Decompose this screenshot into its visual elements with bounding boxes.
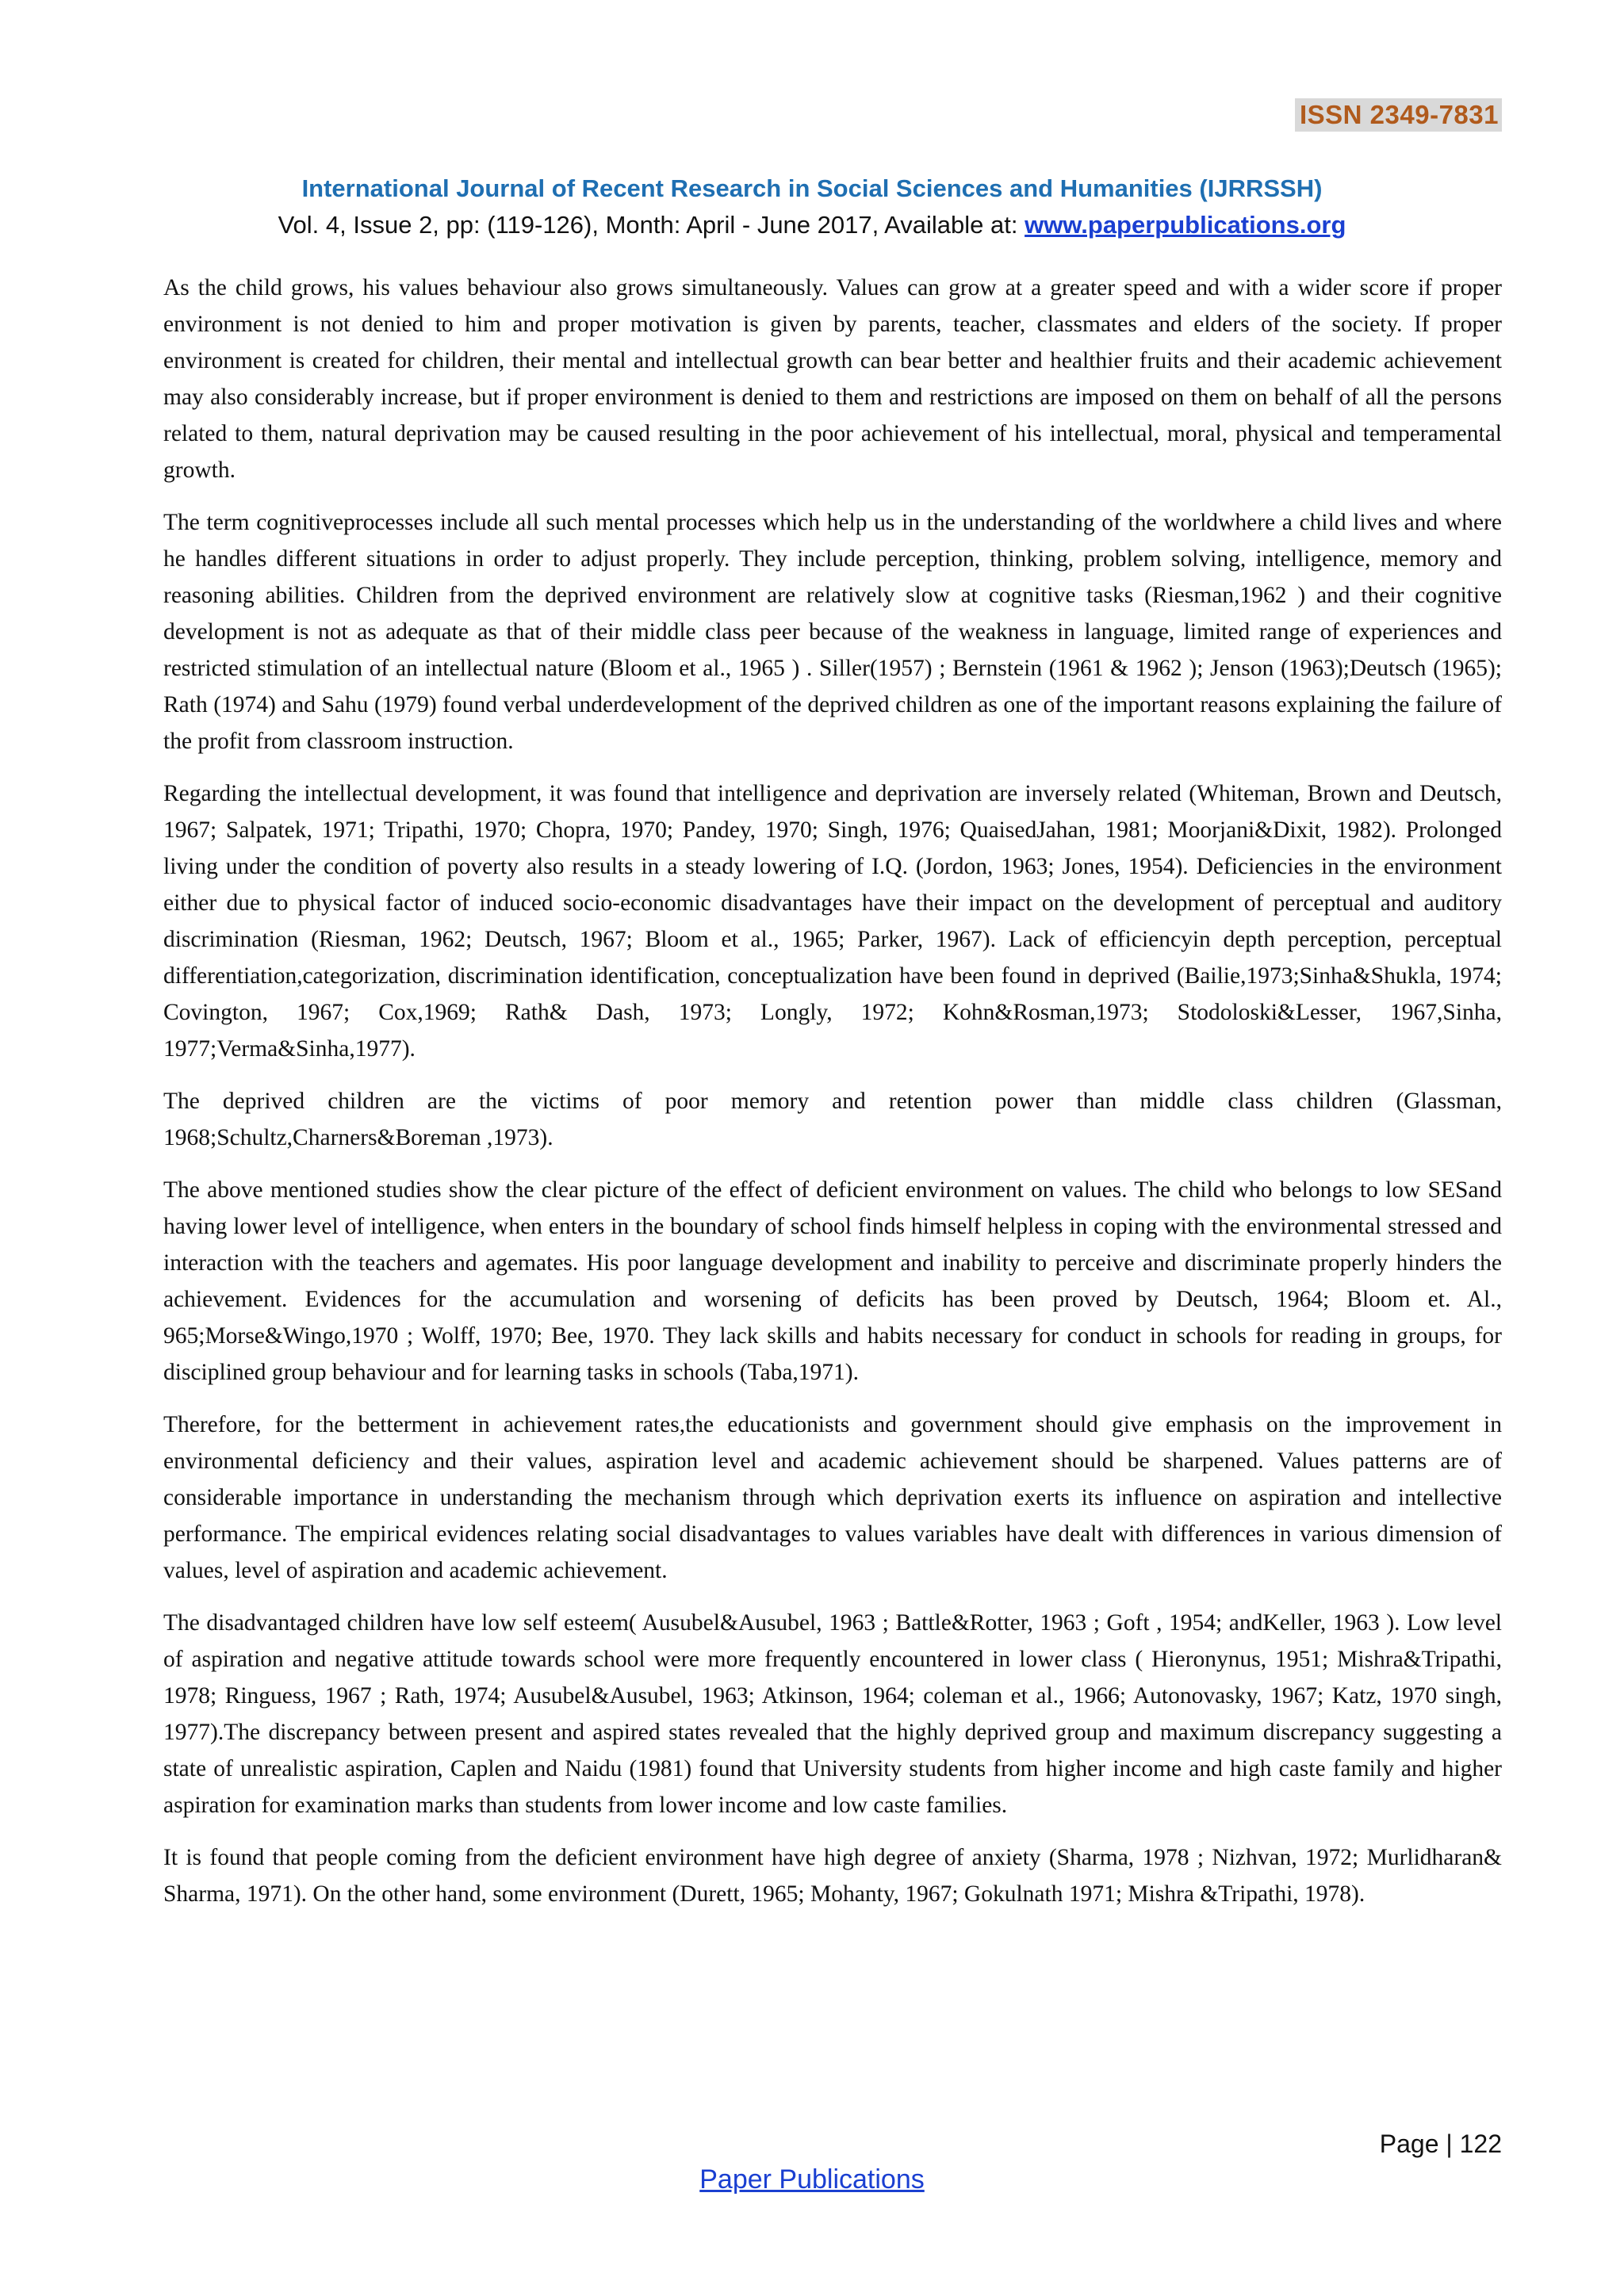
- journal-title: International Journal of Recent Research in Social Sciences and Humanities (IJRRSSH): [301, 174, 1323, 202]
- paragraph: The term cognitiveprocesses include all such mental processes which help us in the understanding of the worldwhere a child lives and where he handles different situations in order to adjust properly. They include perception, thinking, problem solving, intelligence, memory and reasoning abilities. Children from the deprived environment are relatively slow at cognitive tasks (Riesman,1962 ) and their cognitive development is not as adequate as that of their middle class peer because of the weakness in language, limited range of experiences and restricted stimulation of an intellectual nature (Bloom et al., 1965 ) . Siller(1957) ; Bernstein (1961 & 1962 ); Jenson (1963);Deutsch (1965); Rath (1974) and Sahu (1979) found verbal underdevelopment of the deprived children as one of the important reasons explaining the failure of the profit from classroom instruction.: [163, 510, 1502, 754]
- website-link[interactable]: www.paperpublications.org: [1025, 211, 1346, 239]
- paragraph: The above mentioned studies show the clear picture of the effect of deficient environment on values. The child who belongs to low SESand having lower level of intelligence, when enters in the boundary of school finds himself helpless in coping with the environmental stressed and interaction with the teachers and agemates. His poor language development and inability to perceive and discriminate properly hinders the achievement. Evidences for the accumulation and worsening of deficits has been proved by Deutsch, 1964; Bloom et. Al., 965;Morse&Wingo,1970 ; Wolff, 1970; Bee, 1970. They lack skills and habits necessary for conduct in schools for reading in groups, for disciplined group behaviour and for learning tasks in schools (Taba,1971).: [163, 1177, 1502, 1385]
- article-body: [163, 270, 1502, 1928]
- journal-volume-info: [0, 211, 1624, 239]
- paragraph: As the child grows, his values behaviour also grows simultaneously. Values can grow at a greater speed and with a wider score if proper environment is not denied to him and proper motivation is given by parents, teacher, classmates and elders of the society. If proper environment is created for children, their mental and intellectual growth can bear better and healthier fruits and their academic achievement may also considerably increase, but if proper environment is denied to them and restrictions are imposed on them on behalf of all the persons related to them, natural deprivation may be caused resulting in the poor achievement of his intellectual, moral, physical and temperamental growth.: [163, 275, 1502, 483]
- issn-label: ISSN 2349-7831: [1295, 98, 1502, 132]
- footer: [0, 2164, 1624, 2195]
- page-number: Page | 122: [1379, 2130, 1502, 2158]
- volume-text: Vol. 4, Issue 2, pp: (119-126), Month: April - June 2017, Available at:: [278, 211, 1025, 239]
- paragraph: Therefore, for the betterment in achievement rates,the educationists and government should give emphasis on the improvement in environmental deficiency and their values, aspiration level and academic achievement should be sharpened. Values patterns are of considerable importance in understanding the mechanism through which deprivation exerts its influence on aspiration and intellective performance. The empirical evidences relating social disadvantages to values variables have dealt with differences in various dimension of values, level of aspiration and academic achievement.: [163, 1412, 1502, 1583]
- paragraph: The disadvantaged children have low self esteem( Ausubel&Ausubel, 1963 ; Battle&Rotter, 1963 ; Goft , 1954; andKeller, 1963 ). Low level of aspiration and negative attitude towards school were more frequently encountered in lower class ( Hieronynus, 1951; Mishra&Tripathi, 1978; Ringuess, 1967 ; Rath, 1974; Ausubel&Ausubel, 1963; Atkinson, 1964; coleman et al., 1966; Autonovasky, 1967; Katz, 1970 singh, 1977).The discrepancy between present and aspired states revealed that the highly deprived group and maximum discrepancy suggesting a state of unrealistic aspiration, Caplen and Naidu (1981) found that University students from higher income and high caste family and higher aspiration for examination marks than students from lower income and low caste families.: [163, 1610, 1502, 1818]
- paragraph: Regarding the intellectual development, it was found that intelligence and deprivation are inversely related (Whiteman, Brown and Deutsch, 1967; Salpatek, 1971; Tripathi, 1970; Chopra, 1970; Pandey, 1970; Singh, 1976; QuaisedJahan, 1981; Moorjani&Dixit, 1982). Prolonged living under the condition of poverty also results in a steady lowering of I.Q. (Jordon, 1963; Jones, 1954). Deficiencies in the environment either due to physical factor of induced socio-economic disadvantages have their impact on the development of perceptual and auditory discrimination (Riesman, 1962; Deutsch, 1967; Bloom et al., 1965; Parker, 1967). Lack of efficiencyin depth perception, perceptual differentiation,categorization, discrimination identification, conceptualization have been found in deprived (Bailie,1973;Sinha&Shukla, 1974; Covington, 1967; Cox,1969; Rath& Dash, 1973; Longly, 1972; Kohn&Rosman,1973; Stodoloski&Lesser, 1967,Sinha, 1977;Verma&Sinha,1977).: [163, 781, 1502, 1062]
- paragraph: The deprived children are the victims of poor memory and retention power than middle class children (Glassman, 1968;Schultz,Charners&Boreman ,1973).: [163, 1089, 1502, 1150]
- publisher-link[interactable]: Paper Publications: [699, 2164, 925, 2195]
- paragraph: It is found that people coming from the deficient environment have high degree of anxiety (Sharma, 1978 ; Nizhvan, 1972; Murlidharan& Sharma, 1971). On the other hand, some environment (Durett, 1965; Mohanty, 1967; Gokulnath 1971; Mishra &Tripathi, 1978).: [163, 1845, 1502, 1907]
